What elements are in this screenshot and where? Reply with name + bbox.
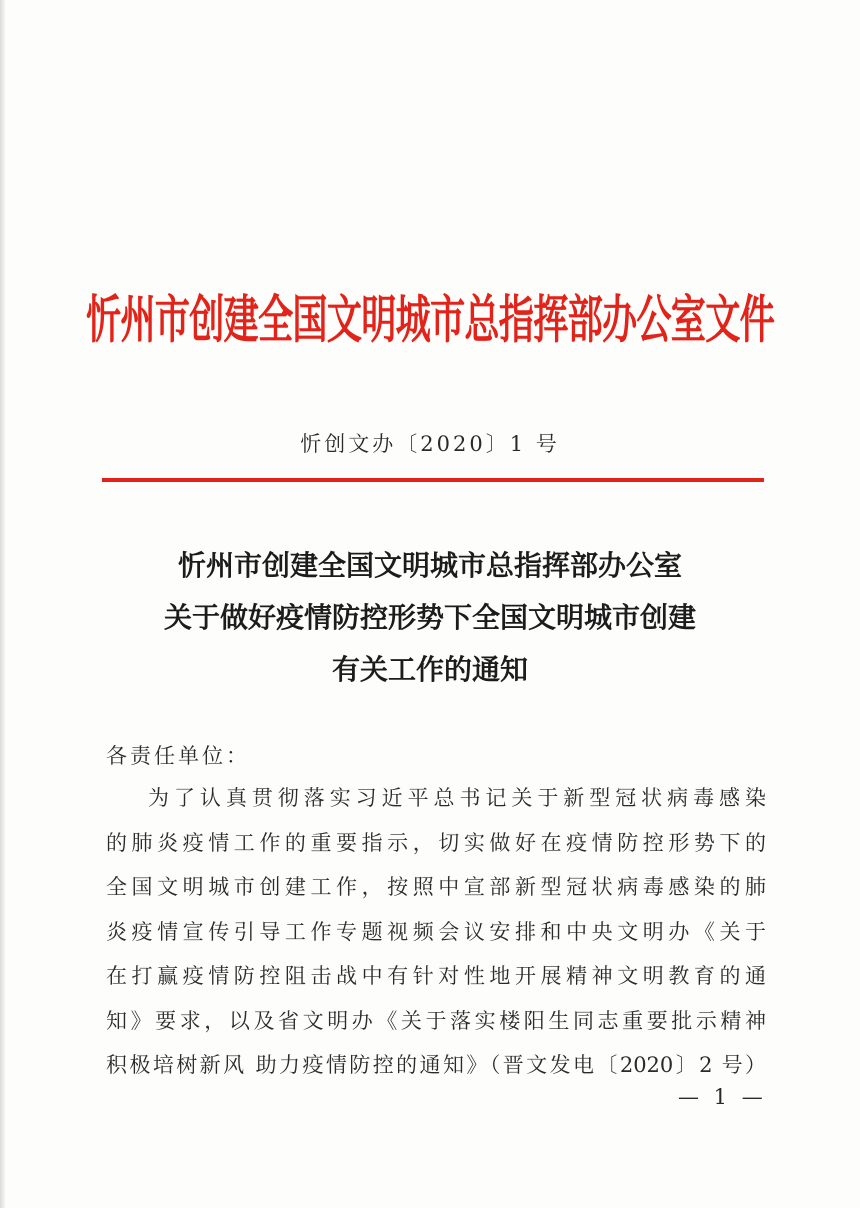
body-line-3: 全国文明城市创建工作，按照中宣部新型冠状病毒感染的肺 — [106, 875, 766, 899]
document-title — [0, 540, 860, 696]
body-line-1: 为了认真贯彻落实习近平总书记关于新型冠状病毒感染 — [148, 786, 766, 810]
title-line-3: 有关工作的通知 — [331, 653, 528, 686]
red-separator-line — [102, 478, 764, 482]
page-number: — 1 — — [678, 1085, 767, 1109]
body-line-6: 知》要求，以及省文明办《关于落实楼阳生同志重要批示精神 — [106, 1008, 766, 1033]
document-masthead: 忻州市创建全国文明城市总指挥部办公室文件 — [86, 290, 774, 351]
document-number: 忻创文办〔2020〕1 号 — [300, 432, 560, 456]
title-line-1: 忻州市创建全国文明城市总指挥部办公室 — [177, 549, 682, 582]
body-paragraph — [106, 776, 766, 1088]
body-line-2: 的肺炎疫情工作的重要指示，切实做好在疫情防控形势下的 — [106, 830, 766, 855]
body-line-5: 在打赢疫情防控阻击战中有针对性地开展精神文明教育的通 — [106, 964, 766, 988]
salutation: 各责任单位： — [106, 744, 250, 768]
body-line-4: 炎疫情宣传引导工作专题视频会议安排和中央文明办《关于 — [106, 919, 766, 944]
title-line-2: 关于做好疫情防控形势下全国文明城市创建 — [163, 601, 696, 634]
body-line-7: 积极培树新风 助力疫情防控的通知》（晋文发电〔2020〕2 号） — [106, 1053, 766, 1077]
